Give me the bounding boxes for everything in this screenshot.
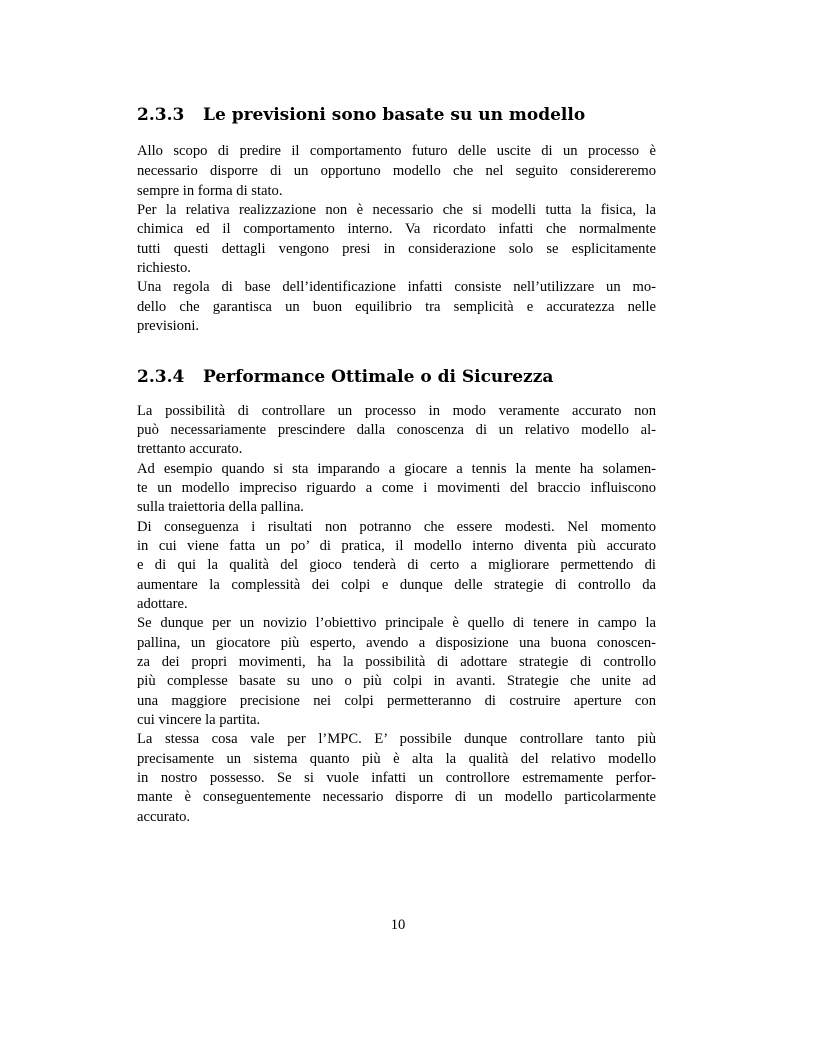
- section-heading-2-3-3: [137, 101, 667, 129]
- paragraph-line: sulla traiettoria della pallina.: [137, 499, 304, 515]
- paragraph-line: in nostro possesso. Se si vuole infatti un controllore estremamente perfor-: [137, 770, 656, 786]
- paragraph-line: Una regola di base dell’identificazione infatti consiste nell’utilizzare un mo-: [137, 279, 656, 295]
- paragraph-line: una maggiore precisione nei colpi permetteranno di costruire aperture con: [137, 693, 656, 709]
- paragraph-line: necessario disporre di un opportuno modello che nel seguito considereremo: [137, 163, 656, 179]
- paragraph-line: pallina, un giocatore più esperto, avendo a disposizione una buona conoscen-: [137, 635, 656, 651]
- paragraph-line: sempre in forma di stato.: [137, 183, 283, 199]
- paragraph-line: può necessariamente prescindere dalla conoscenza di un relativo modello al-: [137, 422, 656, 438]
- paragraph-line: dello che garantisca un buon equilibrio tra semplicità e accuratezza nelle: [137, 299, 656, 315]
- paragraph-line: trettanto accurato.: [137, 441, 243, 457]
- paragraph-line: precisamente un sistema quanto più è alta la qualità del relativo modello: [137, 751, 656, 767]
- paragraph-line: in cui viene fatta un po’ di pratica, il modello interno diventa più accurato: [137, 538, 656, 554]
- paragraph-line: La possibilità di controllare un processo in modo veramente accurato non: [137, 403, 656, 419]
- paragraph-line: chimica ed il comportamento interno. Va ricordato infatti che normalmente: [137, 221, 656, 237]
- section-title: Le previsioni sono basate su un modello: [203, 105, 586, 125]
- paragraph-line: Allo scopo di predire il comportamento futuro delle uscite di un processo è: [137, 143, 656, 159]
- paragraph-line: più complesse basate su uno o più colpi in avanti. Strategie che unite ad: [137, 673, 656, 689]
- section-number: 2.3.4: [137, 367, 185, 387]
- paragraph-line: za dei propri movimenti, ha la possibilità di adottare strategie di controllo: [137, 654, 656, 670]
- paragraph-line: cui vincere la partita.: [137, 712, 261, 728]
- section-title: Performance Ottimale o di Sicurezza: [203, 367, 554, 387]
- paragraph-line: aumentare la complessità dei colpi e dunque delle strategie di controllo da: [137, 577, 656, 593]
- section-heading-2-3-4: [137, 363, 667, 391]
- paragraph-line: Di conseguenza i risultati non potranno che essere modesti. Nel momento: [137, 519, 656, 535]
- paragraph-line: te un modello impreciso riguardo a come i movimenti del braccio influiscono: [137, 480, 656, 496]
- paragraph-line: e di qui la qualità del gioco tenderà di certo a migliorare permettendo di: [137, 557, 656, 573]
- paragraph-line: Per la relativa realizzazione non è necessario che si modelli tutta la fisica, la: [137, 202, 656, 218]
- paragraph-line: richiesto.: [137, 260, 191, 276]
- paragraph-line: previsioni.: [137, 318, 200, 334]
- paragraph-line: mante è conseguentemente necessario disporre di un modello particolarmente: [137, 789, 656, 805]
- paragraph-line: La stessa cosa vale per l’MPC. E’ possibile dunque controllare tanto più: [137, 731, 656, 747]
- paragraph-line: accurato.: [137, 809, 191, 825]
- section-number: 2.3.3: [137, 105, 185, 125]
- paragraph-line: tutti questi dettagli vengono presi in considerazione solo se esplicitamente: [137, 241, 656, 257]
- page-number: 10: [390, 917, 406, 933]
- paragraph-line: Ad esempio quando si sta imparando a giocare a tennis la mente ha solamen-: [137, 461, 656, 477]
- paragraph-line: adottare.: [137, 596, 188, 612]
- paragraph-line: Se dunque per un novizio l’obiettivo principale è quello di tenere in campo la: [137, 615, 656, 631]
